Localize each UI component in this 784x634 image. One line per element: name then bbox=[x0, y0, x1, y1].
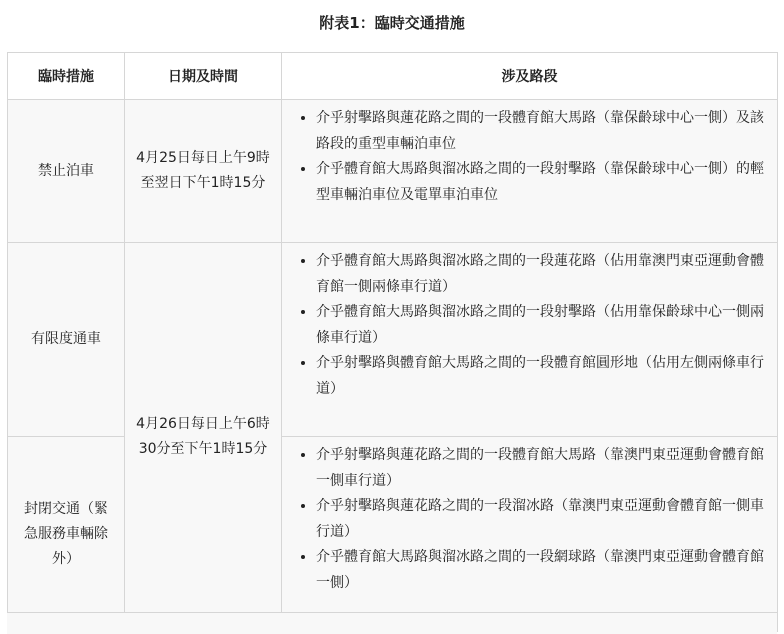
header-segments: 涉及路段 bbox=[282, 53, 778, 100]
list-item: • 介乎射擊路與體育館大馬路之間的一段體育館圓形地（佔用左側兩條車行道） bbox=[316, 351, 767, 402]
segments-cell bbox=[282, 100, 778, 243]
table-row bbox=[8, 100, 778, 243]
table-header-row bbox=[8, 53, 778, 100]
list-item: • 介乎射擊路與蓮花路之間的一段溜冰路（靠澳門東亞運動會體育館一側車行道） bbox=[316, 494, 767, 545]
table-row bbox=[8, 243, 778, 437]
segment-list bbox=[294, 443, 767, 596]
page-title: 附表1：臨時交通措施 bbox=[319, 14, 465, 32]
segment-list bbox=[294, 106, 767, 208]
header-measure: 臨時措施 bbox=[8, 53, 125, 100]
segment-list bbox=[294, 249, 767, 402]
segments-cell bbox=[282, 437, 778, 632]
traffic-measures-table bbox=[7, 52, 778, 632]
list-item: • 介乎射擊路與蓮花路之間的一段體育館大馬路（靠澳門東亞運動會體育館一側車行道） bbox=[316, 443, 767, 494]
datetime-cell: 4月25日每日上午9時至翌日下午1時15分 bbox=[125, 100, 282, 243]
measure-cell: 封閉交通（緊急服務車輛除外） bbox=[8, 437, 125, 632]
list-item: • 介乎體育館大馬路與溜冰路之間的一段網球路（靠澳門東亞運動會體育館一側） bbox=[316, 545, 767, 596]
segments-cell bbox=[282, 243, 778, 437]
datetime-cell: 4月26日每日上午6時30分至下午1時15分 bbox=[125, 243, 282, 632]
table-footer-strip bbox=[7, 612, 777, 634]
header-datetime: 日期及時間 bbox=[125, 53, 282, 100]
list-item: • 介乎體育館大馬路與溜冰路之間的一段蓮花路（佔用靠澳門東亞運動會體育館一側兩條車行道） bbox=[316, 249, 767, 300]
list-item: • 介乎體育館大馬路與溜冰路之間的一段射擊路（靠保齡球中心一側）的輕型車輛泊車位及電單車泊車位 bbox=[316, 157, 767, 208]
list-item: • 介乎射擊路與蓮花路之間的一段體育館大馬路（靠保齡球中心一側）及該路段的重型車輛泊車位 bbox=[316, 106, 767, 157]
measure-cell: 禁止泊車 bbox=[8, 100, 125, 243]
measure-cell: 有限度通車 bbox=[8, 243, 125, 437]
table-row bbox=[8, 437, 778, 632]
list-item: • 介乎體育館大馬路與溜冰路之間的一段射擊路（佔用靠保齡球中心一側兩條車行道） bbox=[316, 300, 767, 351]
